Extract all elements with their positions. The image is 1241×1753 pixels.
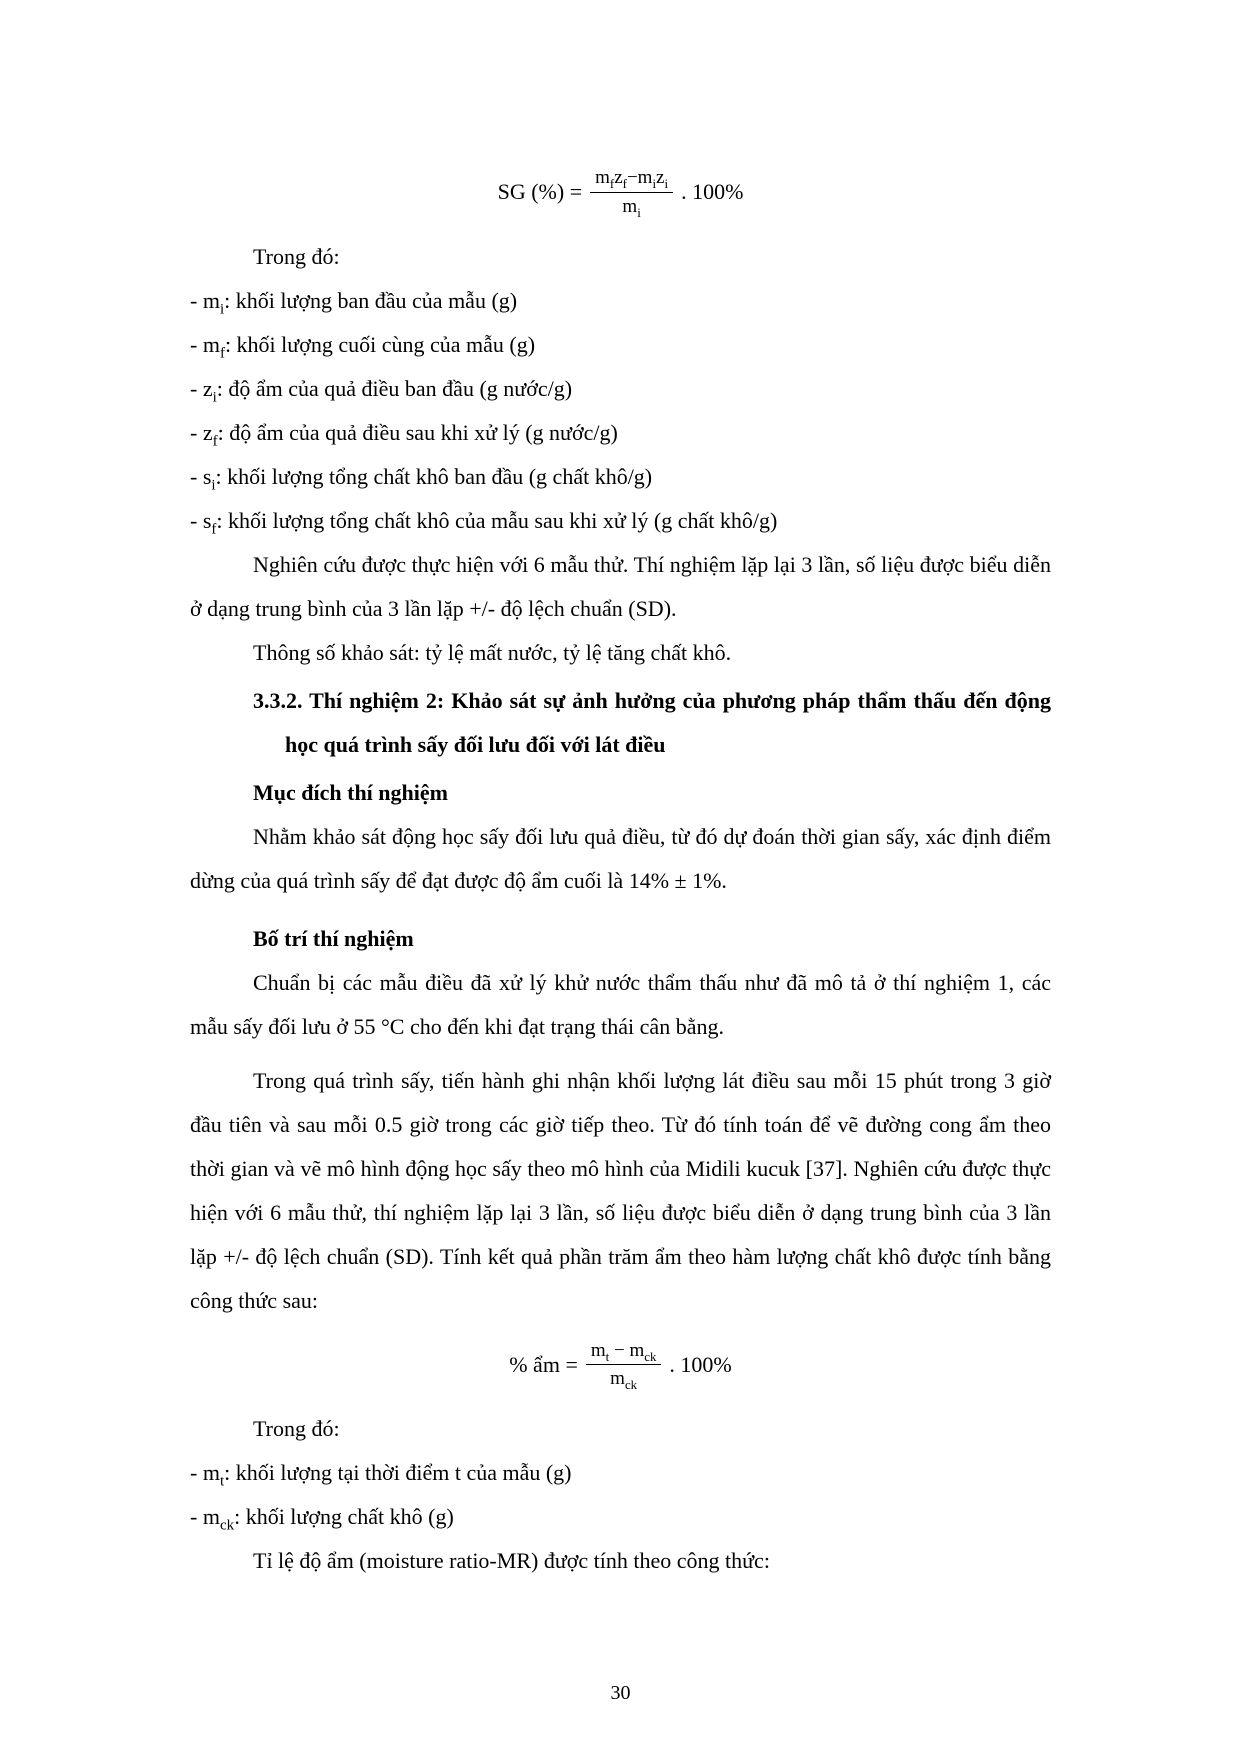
spacer: [190, 1049, 1051, 1059]
formula-am: [190, 1339, 1051, 1392]
formula-am-inner: [509, 1339, 732, 1392]
formula-am-denominator: $m_{ck}$: [610, 1368, 638, 1393]
paragraph-bo-tri-body2: Trong quá trình sấy, tiến hành ghi nhận khối lượng lát điều sau mỗi 15 phút trong 3 giờ đầu tiên và sau mỗi 0.5 giờ trong các giờ tiếp theo. Từ đó tính toán để vẽ đường cong ẩm theo thời gian và vẽ mô hình động học sấy theo mô hình của Midili kucuk [37]. Nghiên cứu được thực hiện với 6 mẫu thử, thí nghiệm lặp lại 3 lần, số liệu được biểu diễn ở dạng trung bình của 3 lần lặp +/- độ lệch chuẩn (SD). Tính kết quả phần trăm ẩm theo hàm lượng chất khô được tính bằng công thức sau:: [190, 1067, 1051, 1313]
formula-sg-lhs: SG (%) =: [497, 179, 583, 205]
paragraph-thong-so: Thông số khảo sát: tỷ lệ mất nước, tỷ lệ tăng chất khô.: [253, 639, 732, 665]
formula-sg-numerator: $m_fz_f-m_iz_i$: [590, 166, 673, 193]
formula-am-lhs: % ẩm =: [509, 1351, 578, 1377]
sub-heading-muc-dich: Mục đích thí nghiệm: [253, 779, 448, 805]
formula-sg-inner: [498, 166, 744, 219]
formula-sg-fraction: [590, 166, 673, 219]
intro-label-2: Trong đó:: [253, 1416, 340, 1441]
sub-heading-bo-tri: Bố trí thí nghiệm: [253, 925, 414, 951]
intro-label-1: Trong đó:: [253, 243, 340, 269]
definition-mi: - $m_i$: khối lượng ban đầu của mẫu (g): [190, 287, 518, 317]
formula-sg-denominator: $m_i$: [622, 195, 641, 220]
definition-mt: - $m_t$: khối lượng tại thời điểm t của mẫu (g): [190, 1460, 572, 1490]
definition-sf: - $s_f$: khối lượng tổng chất khô của mẫu sau khi xử lý (g chất khô/g): [190, 507, 778, 537]
definition-mf: - $m_f$: khối lượng cuối cùng của mẫu (g): [190, 331, 536, 361]
spacer: [190, 903, 1051, 913]
definition-mck: - $m_{ck}$: khối lượng chất khô (g): [190, 1504, 454, 1534]
paragraph-bo-tri-body1: Chuẩn bị các mẫu điều đã xử lý khử nước thẩm thấu như đã mô tả ở thí nghiệm 1, các mẫu sấy đối lưu ở 55 °C cho đến khi đạt trạng thái cân bằng.: [190, 969, 1051, 1039]
formula-am-fraction: [586, 1339, 662, 1392]
section-heading-3-3-2: 3.3.2. Thí nghiệm 2: Khảo sát sự ảnh hưởng của phương pháp thẩm thấu đến động học quá trình sấy đối lưu đối với lát điều: [253, 687, 1051, 757]
formula-am-numerator: $m_t - m_{ck}$: [586, 1339, 662, 1366]
paragraph-nghien-cuu: Nghiên cứu được thực hiện với 6 mẫu thử. Thí nghiệm lặp lại 3 lần, số liệu được biểu diễn ở dạng trung bình của 3 lần lặp +/- độ lệch chuẩn (SD).: [190, 551, 1051, 621]
formula-am-suffix: . 100%: [669, 1351, 732, 1377]
formula-sg-suffix: . 100%: [681, 179, 744, 205]
paragraph-muc-dich-body: Nhằm khảo sát động học sấy đối lưu quả điều, từ đó dự đoán thời gian sấy, xác định điểm dừng của quá trình sấy để đạt được độ ẩm cuối là 14% ± 1%.: [190, 823, 1051, 893]
definition-zf: - $z_f$: độ ẩm của quả điều sau khi xử lý (g nước/g): [190, 419, 618, 449]
definition-zi: - $z_i$: độ ẩm của quả điều ban đầu (g nước/g): [190, 375, 573, 405]
formula-sg: [190, 166, 1051, 219]
definition-si: - $s_i$: khối lượng tổng chất khô ban đầu (g chất khô/g): [190, 463, 653, 493]
page-number: 30: [610, 1682, 631, 1704]
paragraph-mr-line: Tỉ lệ độ ẩm (moisture ratio-MR) được tính theo công thức:: [253, 1548, 770, 1573]
